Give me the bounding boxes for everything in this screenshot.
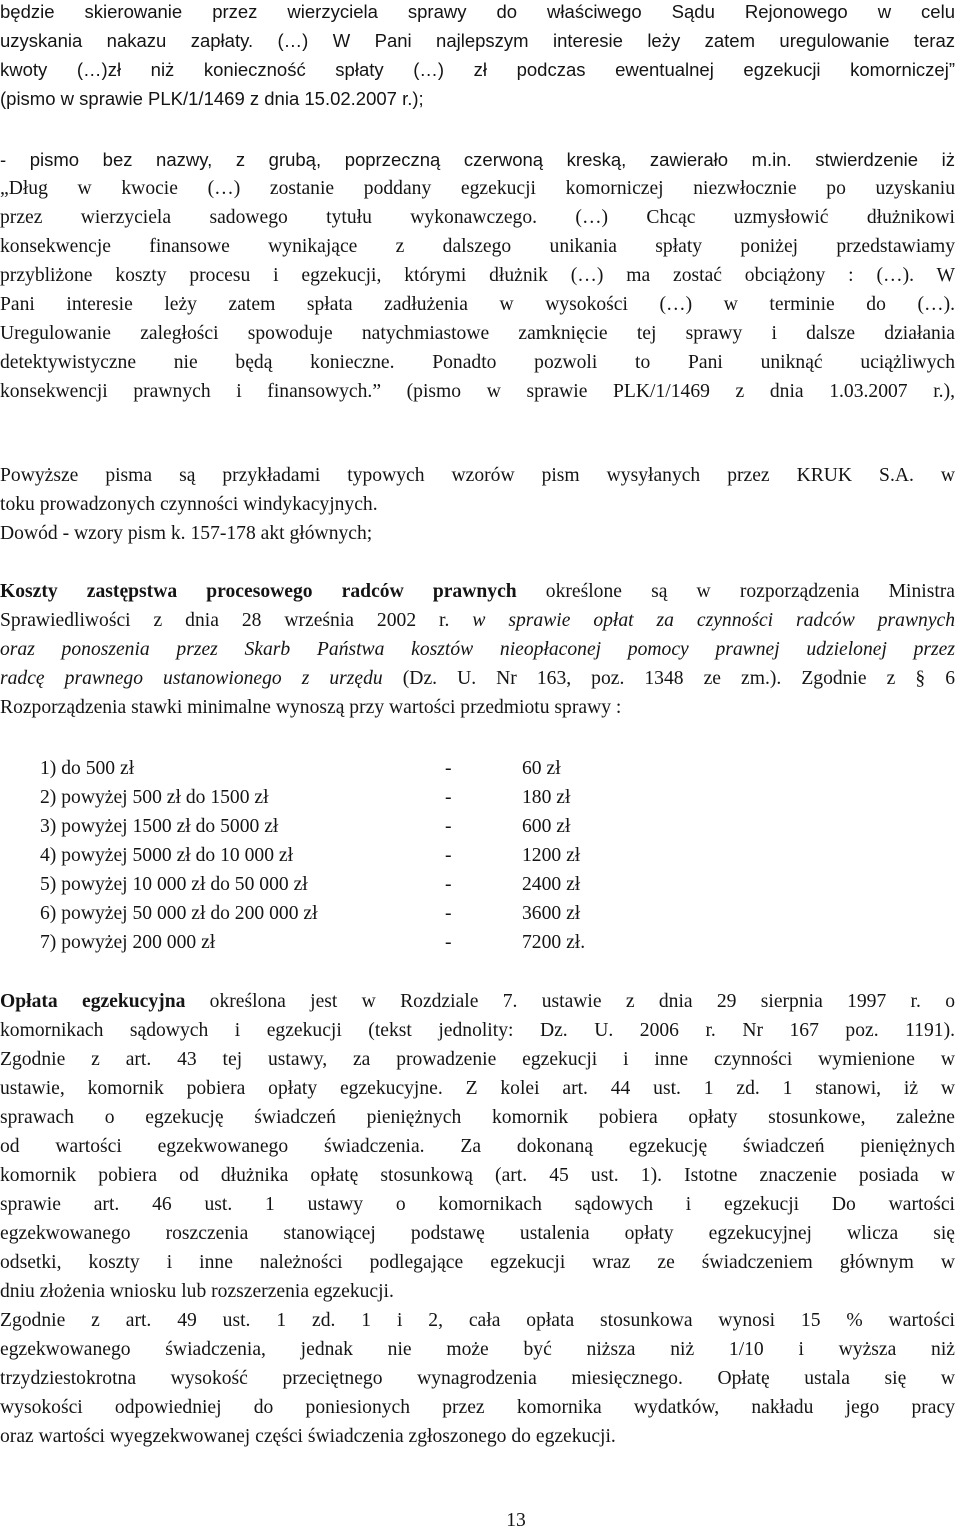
text-line	[0, 635, 955, 664]
text-line: Powyższe pisma są przykładami typowych wzorów pism wysyłanych przez KRUK S.A. w	[0, 465, 955, 486]
paragraph-evidence	[0, 519, 955, 548]
paragraph-examples	[0, 461, 955, 519]
fee-amount: 60 zł	[522, 758, 561, 779]
list-item	[40, 899, 660, 928]
text-line	[0, 606, 955, 635]
list-item	[40, 841, 660, 870]
fee-amount: 600 zł	[522, 816, 571, 837]
fee-range: 7) powyżej 200 000 zł	[40, 932, 216, 953]
text-line: egzekwowanego roszczenia stanowiącej podstawę ustalenia opłaty egzekucyjnej wlicza się	[0, 1223, 955, 1244]
fee-range: 3) powyżej 1500 zł do 5000 zł	[40, 816, 279, 837]
fee-amount: 3600 zł	[522, 903, 581, 924]
text-line: sprawie art. 46 ust. 1 ustawy o komornikach sądowych i egzekucji Do wartości	[0, 1194, 955, 1215]
fee-range: 1) do 500 zł	[40, 758, 135, 779]
fee-dash: -	[445, 903, 452, 924]
fee-range: 6) powyżej 50 000 zł do 200 000 zł	[40, 903, 318, 924]
text-line: sprawach o egzekucję świadczeń pieniężnych komornik pobiera opłaty stosunkowe, zależne	[0, 1107, 955, 1128]
text-line: „Dług w kwocie (…) zostanie poddany egzekucji komorniczej niezwłocznie po uzyskaniu	[0, 178, 955, 199]
text-line: konsekwencje finansowe wynikające z dalszego unikania spłaty poniżej przedstawiamy	[0, 236, 955, 257]
fee-dash: -	[445, 874, 452, 895]
italic-title: w sprawie opłat za czynności radców prawnych	[472, 610, 956, 631]
bold-heading: Opłata egzekucyjna	[0, 991, 186, 1012]
fee-dash: -	[445, 932, 452, 953]
text-line	[0, 987, 955, 1016]
text-line: przez wierzyciela sadowego tytułu wykonawczego. (…) Chcąc uzmysłowić dłużnikowi	[0, 207, 955, 228]
text-line: oraz wartości wyegzekwowanej części świadczenia zgłoszonego do egzekucji.	[0, 1426, 616, 1447]
text-line: egzekwowanego świadczenia, jednak nie może być niższa niż 1/10 i wyższa niż	[0, 1339, 955, 1360]
list-item	[40, 754, 660, 783]
text-line: uzyskania nakazu zapłaty. (…) W Pani najlepszym interesie leży zatem uregulowanie teraz	[0, 30, 955, 51]
fee-dash: -	[445, 758, 452, 779]
text-line	[0, 664, 955, 693]
paragraph-court-letter	[0, 0, 955, 113]
fee-range: 2) powyżej 500 zł do 1500 zł	[40, 787, 269, 808]
fee-amount: 180 zł	[522, 787, 571, 808]
text-line: toku prowadzonych czynności windykacyjnych.	[0, 494, 378, 515]
text-line: kwoty (…)zł niż konieczność spłaty (…) zł podczas ewentualnej egzekucji komorniczej”	[0, 59, 955, 80]
text-line: (pismo w sprawie PLK/1/1469 z dnia 15.02.2007 r.);	[0, 88, 424, 109]
fee-amount: 7200 zł.	[522, 932, 586, 953]
text-line: ustawie, komornik pobiera opłaty egzekucyjne. Z kolei art. 44 ust. 1 zd. 1 stanowi, iż w	[0, 1078, 955, 1099]
list-item	[40, 783, 660, 812]
text-line: Zgodnie z art. 43 tej ustawy, za prowadzenie egzekucji i inne czynności wymienione w	[0, 1049, 955, 1070]
fee-range: 5) powyżej 10 000 zł do 50 000 zł	[40, 874, 308, 895]
text-span: Sprawiedliwości z dnia 28 września 2002 r.	[0, 610, 473, 631]
fee-range: 4) powyżej 5000 zł do 10 000 zł	[40, 845, 294, 866]
paragraph-costs	[0, 577, 955, 722]
text-line: będzie skierowanie przez wierzyciela sprawy do właściwego Sądu Rejonowego w celu	[0, 1, 955, 22]
text-line: Dowód - wzory pism k. 157-178 akt głównych;	[0, 523, 373, 544]
paragraph-execution-fee	[0, 987, 955, 1306]
text-span: (Dz. U. Nr 163, poz. 1348 ze zm.). Zgodnie z § 6	[382, 668, 955, 689]
bold-heading: Koszty zastępstwa procesowego radców prawnych	[0, 581, 517, 602]
page-number: 13	[506, 1510, 526, 1531]
text-span: określone są w rozporządzenia Ministra	[516, 581, 955, 602]
text-line: od wartości egzekwowanego świadczenia. Za dokonaną egzekucję świadczeń pieniężnych	[0, 1136, 955, 1157]
fee-dash: -	[445, 816, 452, 837]
text-line: dniu złożenia wniosku lub rozszerzenia egzekucji.	[0, 1281, 394, 1302]
text-line: trzydziestokrotna wysokość przeciętnego wynagrodzenia miesięcznego. Opłatę ustala się w	[0, 1368, 955, 1389]
list-item	[40, 812, 660, 841]
list-item	[40, 928, 660, 957]
fee-amount: 1200 zł	[522, 845, 581, 866]
italic-title: oraz ponoszenia przez Skarb Państwa kosztów nieopłaconej pomocy prawnej udzielonej przez	[0, 639, 955, 660]
text-line: przybliżone koszty procesu i egzekucji, którymi dłużnik (…) ma zostać obciążony : (…). W	[0, 265, 955, 286]
text-line: odsetki, koszty i inne należności podlegające egzekucji wraz ze świadczeniem głównym w	[0, 1252, 955, 1273]
text-line: Uregulowanie zaległości spowoduje natychmiastowe zamknięcie tej sprawy i dalsze działania	[0, 323, 955, 344]
italic-title: radcę prawnego ustanowionego z urzędu	[0, 668, 383, 689]
text-line: komornik pobiera od dłużnika opłatę stosunkową (art. 45 ust. 1). Istotne znaczenie posiada w	[0, 1165, 955, 1186]
fee-amount: 2400 zł	[522, 874, 581, 895]
text-line	[0, 577, 955, 606]
text-line: detektywistyczne nie będą konieczne. Ponadto pozwoli to Pani uniknąć uciążliwych	[0, 352, 955, 373]
list-item	[40, 870, 660, 899]
text-line: Pani interesie leży zatem spłata zadłużenia w wysokości (…) w terminie do (…).	[0, 294, 955, 315]
text-line: Zgodnie z art. 49 ust. 1 zd. 1 i 2, cała opłata stosunkowa wynosi 15 % wartości	[0, 1310, 955, 1331]
paragraph-unnamed-letter	[0, 145, 955, 406]
text-line: - pismo bez nazwy, z grubą, poprzeczną czerwoną kreską, zawierało m.in. stwierdzenie iż	[0, 149, 955, 170]
text-line: wysokości odpowiedniej do poniesionych przez komornika wydatków, nakładu jego pracy	[0, 1397, 955, 1418]
fee-dash: -	[445, 845, 452, 866]
text-line: komornikach sądowych i egzekucji (tekst jednolity: Dz. U. 2006 r. Nr 167 poz. 1191).	[0, 1020, 955, 1041]
text-span: określona jest w Rozdziale 7. ustawie z dnia 29 sierpnia 1997 r. o	[185, 991, 955, 1012]
text-line: Rozporządzenia stawki minimalne wynoszą przy wartości przedmiotu sprawy :	[0, 697, 622, 718]
paragraph-art-49	[0, 1306, 955, 1451]
text-line: konsekwencji prawnych i finansowych.” (pismo w sprawie PLK/1/1469 z dnia 1.03.2007 r.),	[0, 381, 955, 402]
fee-dash: -	[445, 787, 452, 808]
